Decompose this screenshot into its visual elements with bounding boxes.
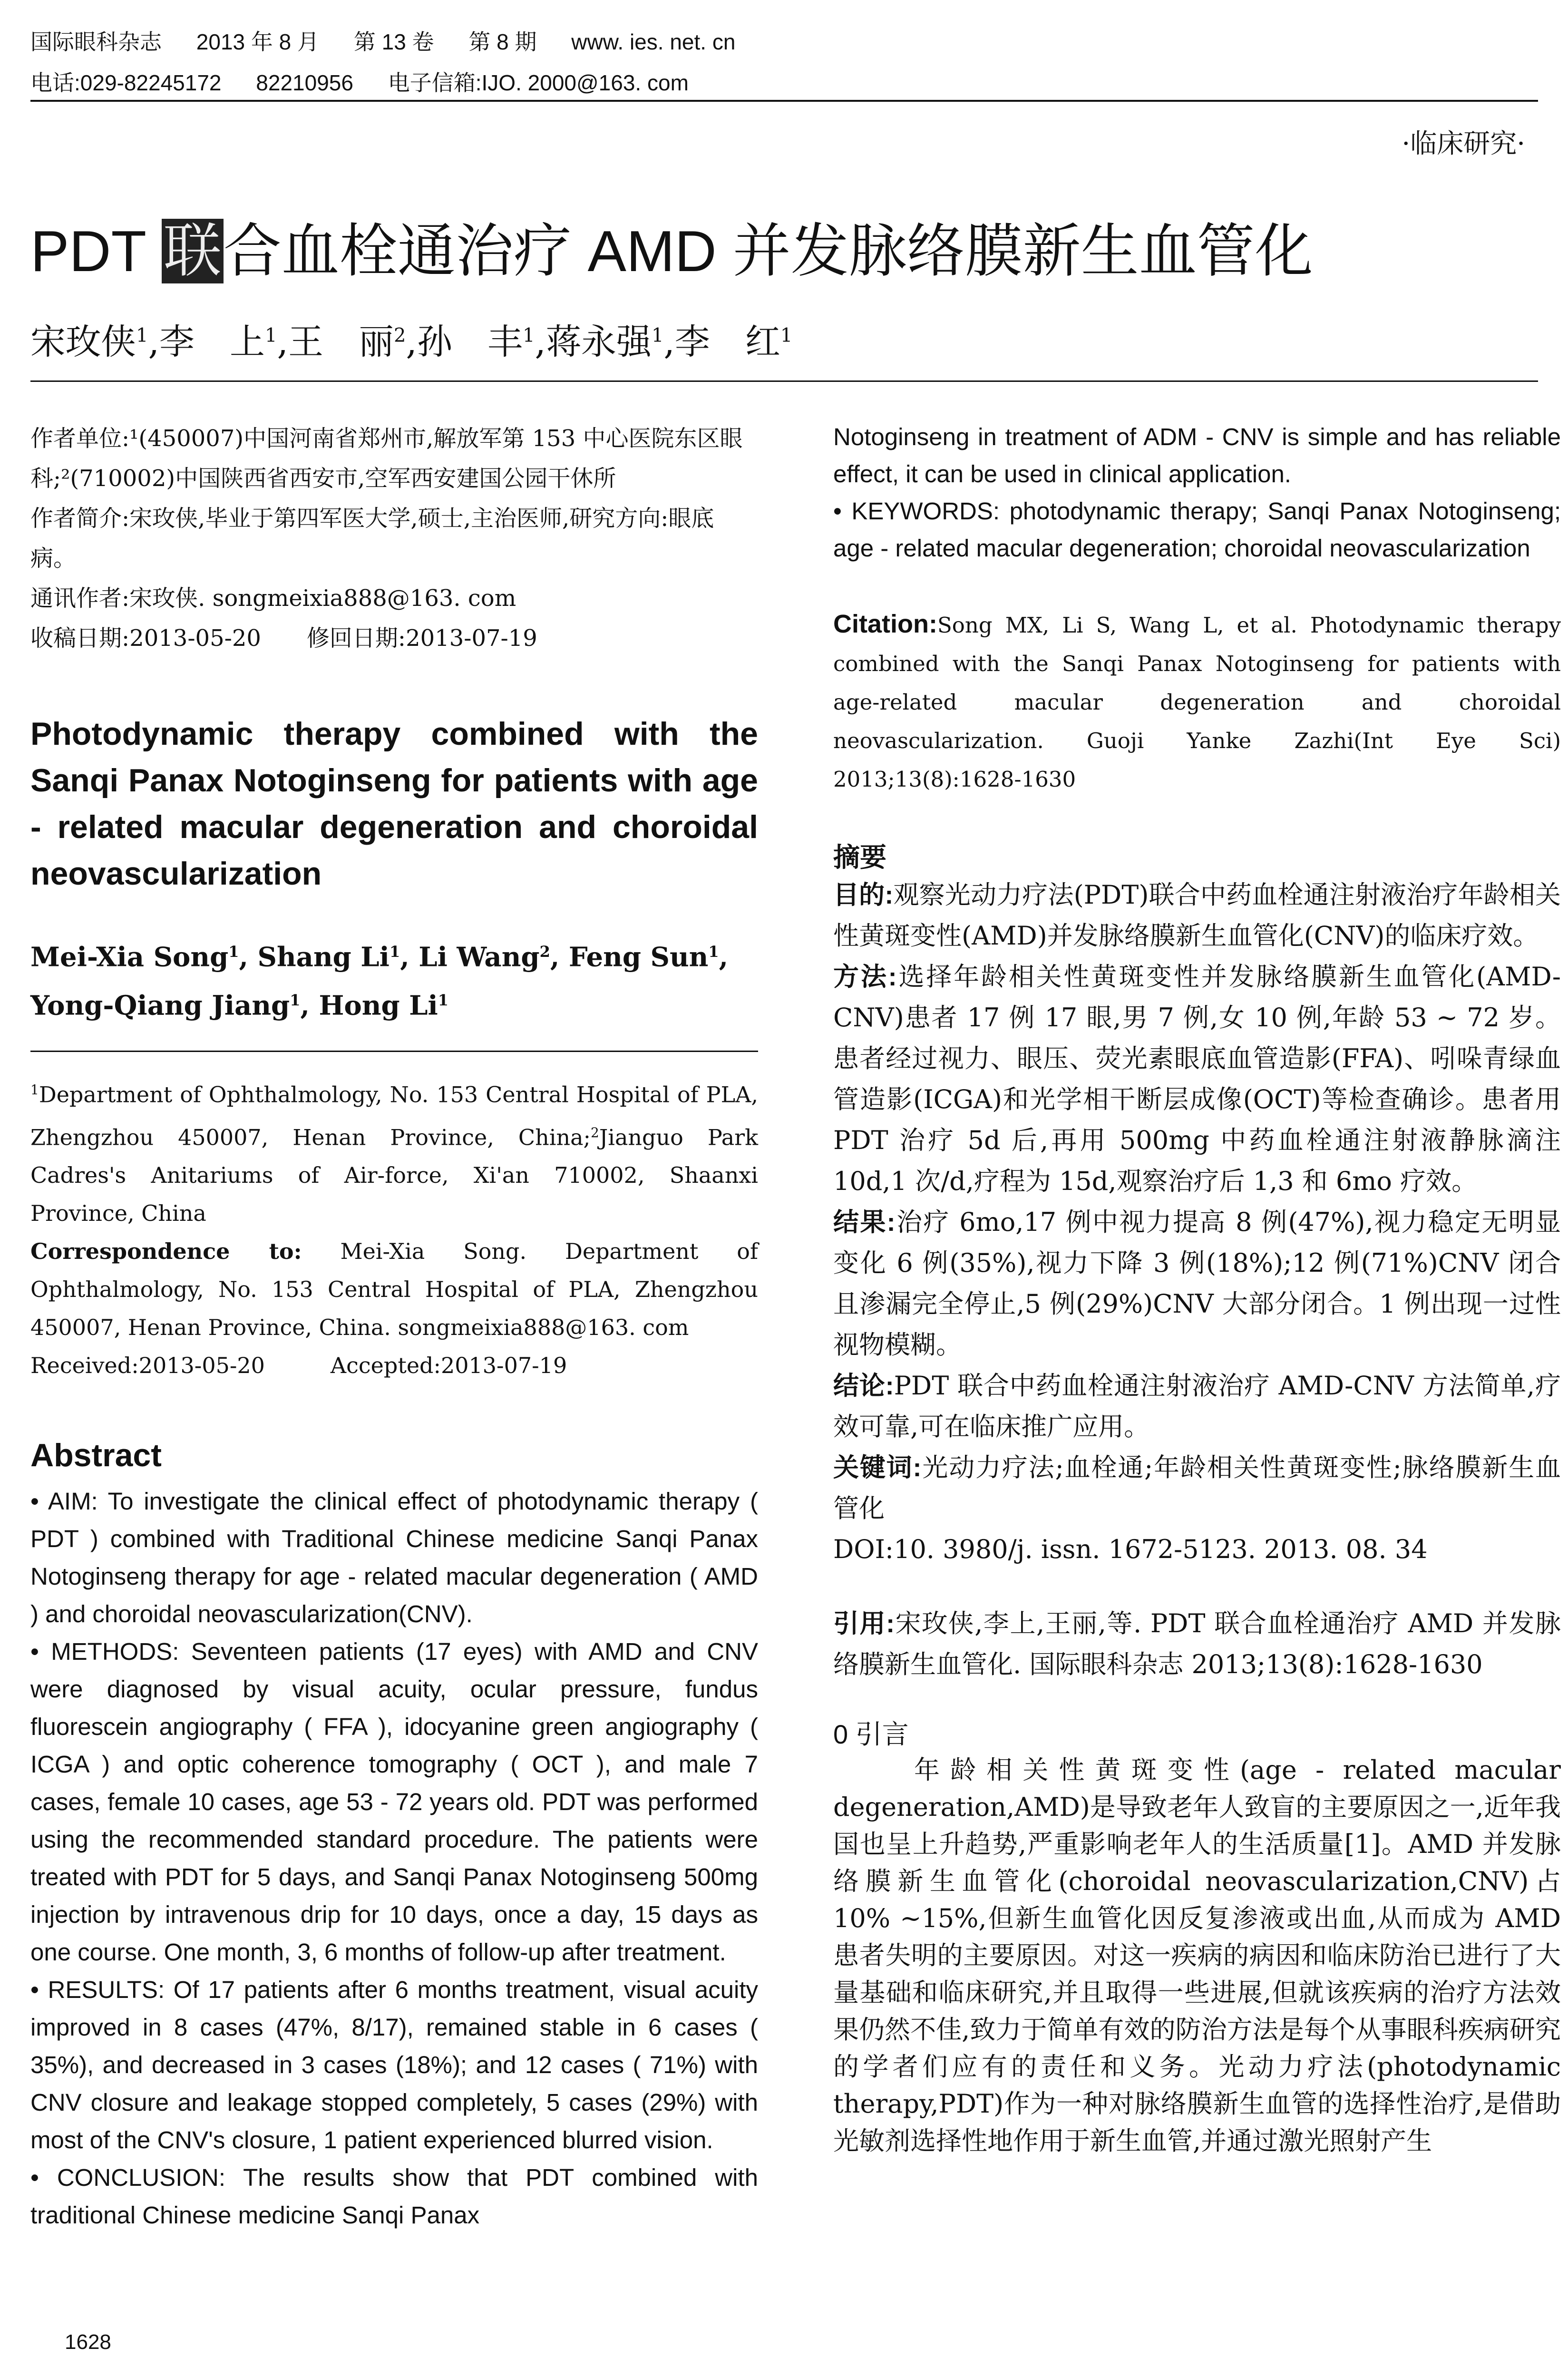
- cn-correspondence: 通讯作者:宋玫侠. songmeixia888@163. com: [30, 585, 516, 612]
- abstract-body: [30, 1482, 758, 2234]
- title-highlight: 联: [162, 219, 224, 283]
- volume: 第 13 卷: [353, 29, 434, 54]
- english-authors: Mei-Xia Song$^1$, Shang Li$^1$, Li Wang$^2$, Feng Sun$^1$, Yong-Qiang Jiang$^1$, Hong Li$^1$: [30, 941, 729, 1022]
- intro-body: 年龄相关性黄斑变性(age - related macular degeneration,AMD)是导致老年人致盲的主要原因之一,近年我国也呈上升趋势,严重影响老年人的生活质量[1]。AMD 并发脉络膜新生血管化(choroidal neovascularization,CNV)占 10% ~15%,但新生血管化因反复渗液或出血,从而成为 AMD 患者失明的主要原因。对这一疾病的病因和临床防治已进行了大量基础和临床研究,并且取得一些进展,但就该疾病的治疗方法效果仍然不佳,致力于简单有效的防治方法是每个从事眼科疾病研究的学者们应有的责任和义务。光动力疗法(photodynamic therapy,PDT)作为一种对脉络膜新生血管的选择性治疗,是借助光敏剂选择性地作用于新生血管,并通过激光照射产生: [833, 1755, 1561, 2156]
- author: 李 红$^1$: [674, 321, 793, 362]
- citation-text: Song MX, Li S, Wang L, et al. Photodynamic therapy combined with the Sanqi Panax Notoginseng for patients with age-related macular degeneration and choroidal neovascularization. Guoji Yanke Zazhi(Int Eye Sci) 2013;13(8):1628-1630: [833, 613, 1561, 792]
- author: 孙 丰$^1$: [417, 321, 535, 362]
- abstract-heading: Abstract: [30, 1437, 162, 1473]
- page-number: 1628: [65, 2330, 111, 2354]
- zh-citation: 引用:宋玫侠,李上,王丽,等. PDT 联合血栓通治疗 AMD 并发脉络膜新生血管化. 国际眼科杂志 2013;13(8):1628-1630: [833, 1608, 1561, 1679]
- english-affiliation: $^1$Department of Ophthalmology, No. 153 Central Hospital of PLA, Zhengzhou 450007, Henan Province, China;$^2$Jianguo Park Cadres's Anitariums of Air-force, Xi'an 710002, Shaanxi Province, China Correspondence to: Mei-Xia Song. Department of Ophthalmology, No. 153 Central Hospital of PLA, Zhengzhou 450007, Henan Province, China. songmeixia888@163. com Received:2013-05-20 Accepted:2013-07-19: [30, 1081, 759, 1378]
- page-title: [30, 205, 1313, 288]
- header-rule: [30, 100, 1538, 102]
- authors-cn: 宋玫侠$^1$,李 上$^1$,王 丽$^2$,孙 丰$^1$,蒋永强$^1$,李 红$^1$: [30, 321, 793, 362]
- issue-date: 2013 年 8 月: [196, 29, 320, 54]
- author: 蒋永强$^1$: [545, 321, 664, 362]
- citation: [833, 605, 1561, 799]
- left-column: [30, 419, 758, 2234]
- abstract-methods: • METHODS: Seventeen patients (17 eyes) with AMD and CNV were diagnosed by visual acuity, ocular pressure, fundus fluorescein angiography ( FFA ), idocyanine green angiography ( ICGA ) and optic coherence tomography ( OCT ), and male 7 cases, female 10 cases, age 53 - 72 years old. PDT was performed using the recommended standard procedure. The patients were treated with PDT for 5 days, and Sanqi Panax Notoginseng 500mg injection by intravenous drip for 10 days, once a day, 15 days as one course. One month, 3, 6 months of follow-up after treatment.: [30, 1637, 758, 1966]
- section-tag: ·临床研究·: [1402, 128, 1525, 159]
- journal-header-line2: [30, 66, 717, 97]
- email: 电子信箱:IJO. 2000@163. com: [388, 70, 689, 95]
- phone: 电话:029-82245172: [30, 70, 222, 95]
- author: 王 丽$^2$: [288, 321, 406, 362]
- journal-header-line1: [30, 25, 764, 56]
- title-rest: 合血栓通治疗 AMD 并发脉络膜新生血管化: [223, 219, 1313, 283]
- affiliation-rule: [30, 1051, 758, 1052]
- doi: DOI:10. 3980/j. issn. 1672-5123. 2013. 08. 34: [833, 1534, 1428, 1564]
- cn-author-info: [30, 419, 758, 658]
- abstract-keywords: • KEYWORDS: photodynamic therapy; Sanqi Panax Notoginseng; age - related macular degeneration; choroidal neovascularization: [833, 497, 1561, 562]
- author: 宋玫侠$^1$: [30, 321, 148, 362]
- intro-heading: 0 引言: [833, 1719, 909, 1749]
- abstract-conclusion-end: Notoginseng in treatment of ADM - CNV is simple and has reliable effect, it can be used in clinical application.: [833, 423, 1561, 487]
- phone2: 82210956: [256, 70, 353, 95]
- citation-label: Citation:: [833, 610, 937, 638]
- correspondence-label: Correspondence to:: [30, 1238, 302, 1264]
- journal-name: 国际眼科杂志: [30, 29, 162, 54]
- abstract-results: • RESULTS: Of 17 patients after 6 months treatment, visual acuity improved in 8 cases (47%, 8/17), remained stable in 6 cases ( 35%), and decreased in 3 cases (18%); and 12 cases ( 71%) with CNV closure and leakage stopped completely, 5 cases (29%) with most of the CNV's closure, 1 patient experienced blurred vision.: [30, 1976, 758, 2153]
- title-prefix: PDT: [30, 219, 162, 283]
- received-accepted: Received:2013-05-20 Accepted:2013-07-19: [30, 1352, 567, 1378]
- zh-abstract-heading: 摘要: [833, 842, 886, 872]
- cn-affiliation: 作者单位:¹(450007)中国河南省郑州市,解放军第 153 中心医院东区眼科;²(710002)中国陕西省西安市,空军西安建国公园干休所: [30, 425, 743, 492]
- abstract-continued: [833, 419, 1561, 567]
- english-title: Photodynamic therapy combined with the Sanqi Panax Notoginseng for patients with age - related macular degeneration and choroidal neovascularization: [30, 716, 758, 892]
- zh-abstract-body: 目的:观察光动力疗法(PDT)联合中药血栓通注射液治疗年龄相关性黄斑变性(AMD)并发脉络膜新生血管化(CNV)的临床疗效。 方法:选择年龄相关性黄斑变性并发脉络膜新生血管化(AMD-CNV)患者 17 例 17 眼,男 7 例,女 10 例,年龄 53 ~ 72 岁。患者经过视力、眼压、荧光素眼底血管造影(FFA)、吲哚青绿血管造影(ICGA)和光学相干断层成像(OCT)等检查确诊。患者用 PDT 治疗 5d 后,再用 500mg 中药血栓通注射液静脉滴注 10d,1 次/d,疗程为 15d,观察治疗后 1,3 和 6mo 疗效。 结果:治疗 6mo,17 例中视力提高 8 例(47%),视力稳定无明显变化 6 例(35%),视力下降 3 例(18%);12 例(71%)CNV 闭合且渗漏完全停止,5 例(29%)CNV 大部分闭合。1 例出现一过性视物模糊。 结论:PDT 联合中药血栓通注射液治疗 AMD-CNV 方法简单,疗效可靠,可在临床推广应用。 关键词:光动力疗法;血栓通;年龄相关性黄斑变性;脉络膜新生血管化 DOI:10. 3980/j. issn. 1672-5123. 2013. 08. 34: [833, 875, 1561, 1570]
- authors-rule: [30, 380, 1538, 382]
- cn-author-bio: 作者简介:宋玫侠,毕业于第四军医大学,硕士,主治医师,研究方向:眼底病。: [30, 505, 714, 572]
- author: 李 上$^1$: [159, 321, 277, 362]
- website: www. ies. net. cn: [571, 29, 736, 54]
- abstract-conclusion-start: • CONCLUSION: The results show that PDT combined with traditional Chinese medicine Sanqi Panax: [30, 2163, 758, 2229]
- issue: 第 8 期: [468, 29, 537, 54]
- abstract-aim: • AIM: To investigate the clinical effect of photodynamic therapy ( PDT ) combined with Traditional Chinese medicine Sanqi Panax Notoginseng therapy for age - related macular degeneration ( AMD ) and choroidal neovascularization(CNV).: [30, 1487, 758, 1627]
- cn-dates: 收稿日期:2013-05-20 修回日期:2013-07-19: [30, 625, 537, 652]
- right-column: [833, 419, 1561, 2160]
